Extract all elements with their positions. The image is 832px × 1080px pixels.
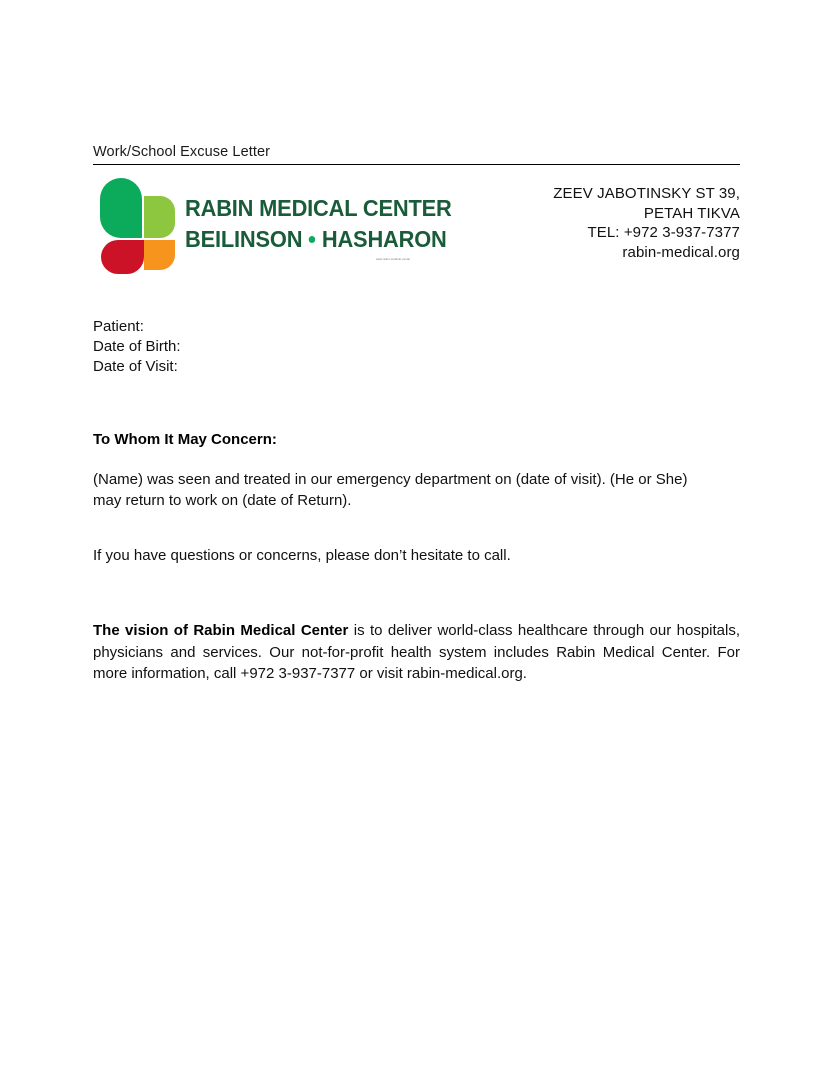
- logo-petal-bottom-right: [144, 240, 175, 270]
- address-website: rabin-medical.org: [622, 243, 740, 261]
- logo-campus-beilinson: BEILINSON: [185, 226, 303, 252]
- logo-petal-top-left: [100, 178, 142, 238]
- vision-statement-lead: The vision of Rabin Medical Center: [93, 622, 349, 639]
- logo-wordmark: [185, 195, 452, 253]
- address-city: PETAH TIKVA: [643, 204, 740, 222]
- logo-flower-icon: [100, 178, 178, 274]
- body-paragraph-1: (Name) was seen and treated in our emergency department on (date of visit). (He or She) may return to work on (date of Return).: [93, 471, 688, 509]
- patient-name-field: Patient:: [93, 318, 144, 335]
- patient-visit-date-field: Date of Visit:: [93, 358, 178, 375]
- organization-logo: [93, 176, 452, 276]
- patient-info-block: [93, 317, 493, 377]
- page-title: Work/School Excuse Letter: [93, 144, 271, 160]
- logo-petal-top-right: [144, 196, 175, 238]
- logo-campus-hasharon: HASHARON: [321, 226, 447, 252]
- document-header: [93, 143, 740, 165]
- address-street: ZEEV JABOTINSKY ST 39,: [553, 185, 740, 202]
- salutation: To Whom It May Concern:: [93, 431, 277, 448]
- letterhead: [93, 176, 740, 276]
- logo-petal-bottom-left: [101, 240, 144, 274]
- address-block: [440, 184, 740, 262]
- logo-wordmark-line-2: [185, 226, 447, 253]
- body-paragraph-3: [93, 620, 740, 685]
- logo-separator-dot-icon: [309, 236, 316, 243]
- logo-microtext: www.rabin-medical.center: [376, 258, 411, 261]
- header-divider: [93, 164, 740, 165]
- body-paragraph-2: If you have questions or concerns, please don’t hesitate to call.: [93, 547, 511, 564]
- patient-dob-field: Date of Birth:: [93, 338, 181, 355]
- vision-statement-body: is to deliver world-class healthcare through our hospitals, physicians and services. Our not-for-profit health system includes Rabin Medical Center. For more information, call +972 3-937-7377 or visit rabin-medical.org.: [93, 622, 740, 682]
- logo-wordmark-line-1: RABIN MEDICAL CENTER: [185, 195, 452, 221]
- address-telephone: TEL: +972 3-937-7377: [587, 224, 740, 241]
